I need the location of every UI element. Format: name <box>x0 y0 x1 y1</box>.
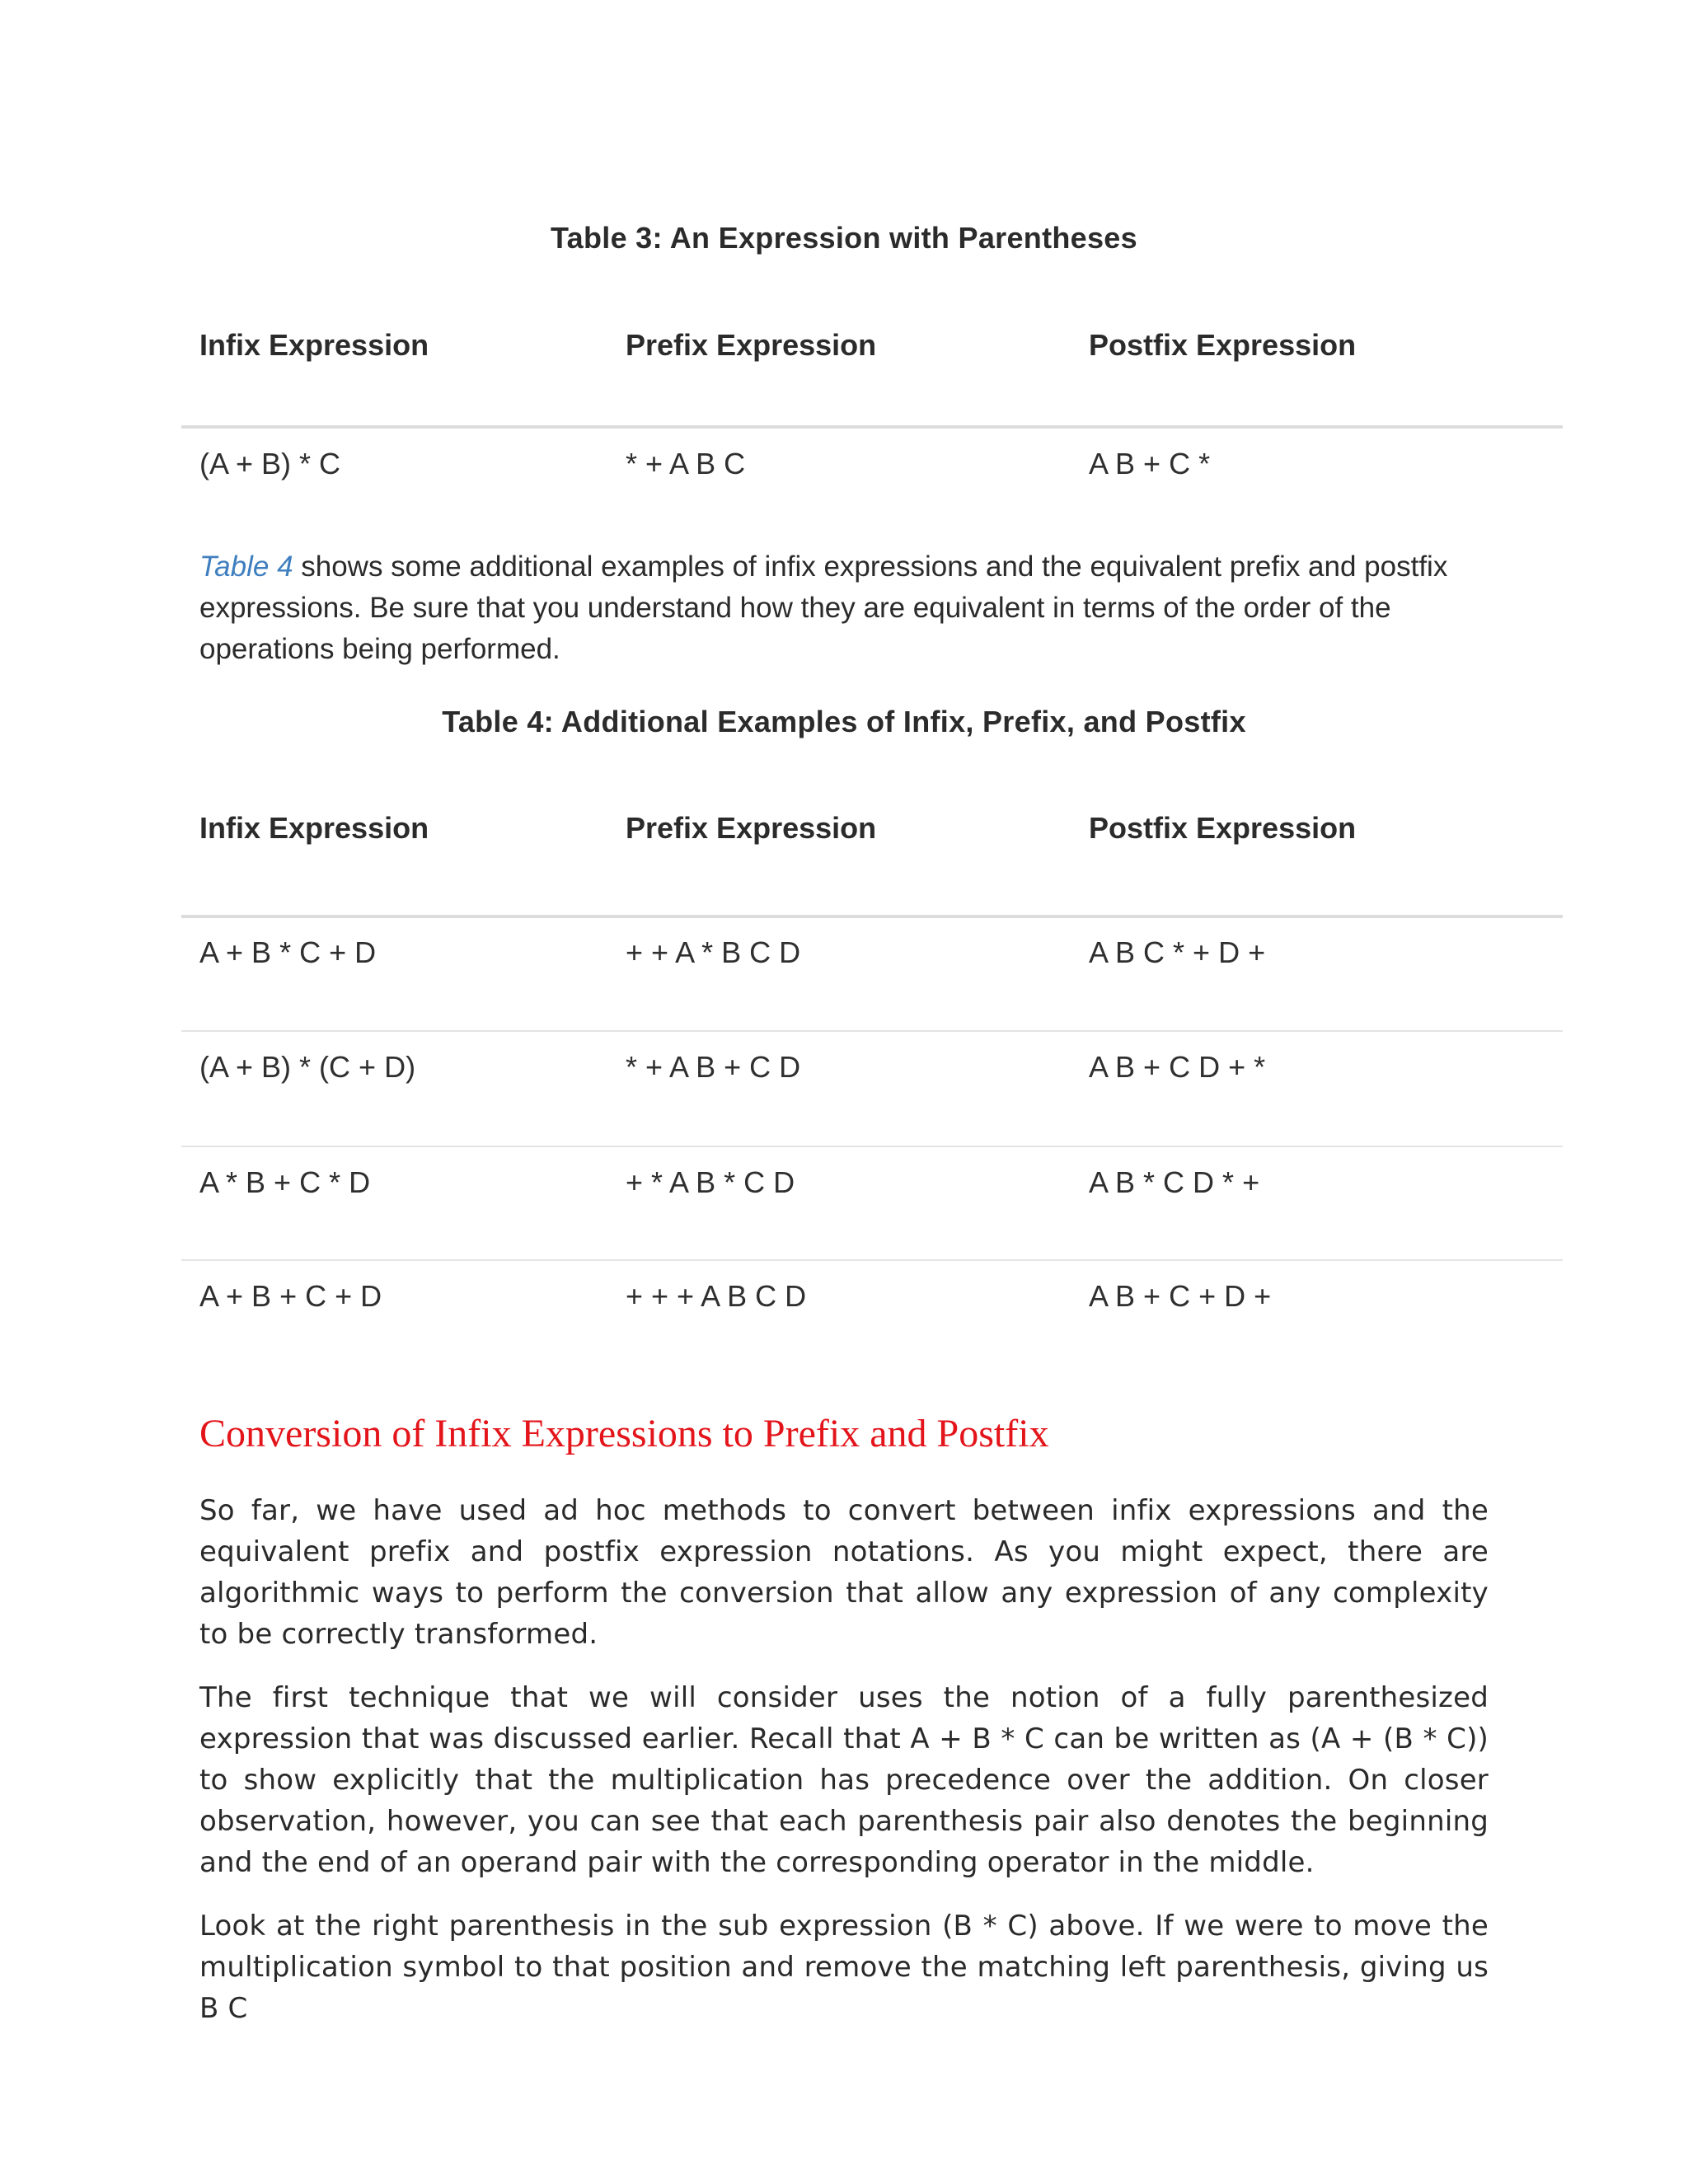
table4-cell: A B + C + D + <box>1089 1279 1272 1313</box>
table4-cell: + + + A B C D <box>626 1279 807 1313</box>
table4-row-rule <box>181 1259 1563 1261</box>
table4-cell: A B + C D + * <box>1089 1050 1266 1084</box>
table4-cell: (A + B) * (C + D) <box>199 1050 416 1084</box>
body-paragraph-3: Look at the right parenthesis in the sub expression (B * C) above. If we were to move the multiplication symbol to that position and remove the matching left parenthesis, giving us B C <box>199 1910 1489 2025</box>
intro-line3: operations being performed. <box>199 633 560 665</box>
body-paragraph-1: So far, we have used ad hoc methods to convert between infix expressions and the equivalent prefix and postfix expression notations. As you might expect, there are algorithmic ways to perform the conversion that allow any expression of any complexity to be correctly transformed. <box>199 1494 1489 1651</box>
table3-header-postfix: Postfix Expression <box>1089 328 1357 362</box>
table4-header-rule <box>181 915 1563 918</box>
table4-cell: A B * C D * + <box>1089 1165 1260 1199</box>
table4-cell: A + B + C + D <box>199 1279 382 1313</box>
table4-header-prefix: Prefix Expression <box>626 811 877 845</box>
table3-cell: A B + C * <box>1089 447 1211 480</box>
section-heading: Conversion of Infix Expressions to Prefix and Postfix <box>199 1412 1049 1455</box>
table4-header-infix: Infix Expression <box>199 811 429 845</box>
table3-header-prefix: Prefix Expression <box>626 328 877 362</box>
table4-link[interactable]: Table 4 <box>199 551 293 583</box>
table3-header-rule <box>181 425 1563 429</box>
table3-cell: * + A B C <box>626 447 746 480</box>
table4-header-postfix: Postfix Expression <box>1089 811 1357 845</box>
table3-caption: Table 3: An Expression with Parentheses <box>551 221 1137 255</box>
intro-line1: shows some additional examples of infix expressions and the equivalent prefix and postfix <box>293 551 1448 583</box>
body-paragraph-2: The first technique that we will consider uses the notion of a fully parenthesized expression that was discussed earlier. Recall that A + B * C can be written as (A + (B * C)) to show explicitly that the multiplication has precedence over the addition. On closer observation, however, you can see that each parenthesis pair also denotes the beginning and the end of an operand pair with the corresponding operator in the middle. <box>199 1681 1489 1879</box>
table4-cell: A + B * C + D <box>199 935 377 969</box>
table4-cell: + * A B * C D <box>626 1165 795 1199</box>
intro-line2: expressions. Be sure that you understand how they are equivalent in terms of the order of the <box>199 592 1391 624</box>
table3-header-infix: Infix Expression <box>199 328 429 362</box>
intro-paragraph <box>199 546 1518 670</box>
table4-cell: A * B + C * D <box>199 1165 371 1199</box>
table4-row-rule <box>181 1146 1563 1147</box>
table3-cell: (A + B) * C <box>199 447 341 480</box>
table4-row-rule <box>181 1030 1563 1032</box>
table4-cell: * + A B + C D <box>626 1050 801 1084</box>
table4-cell: + + A * B C D <box>626 935 801 969</box>
table4-caption: Table 4: Additional Examples of Infix, Prefix, and Postfix <box>442 705 1246 738</box>
table4-cell: A B C * + D + <box>1089 935 1266 969</box>
